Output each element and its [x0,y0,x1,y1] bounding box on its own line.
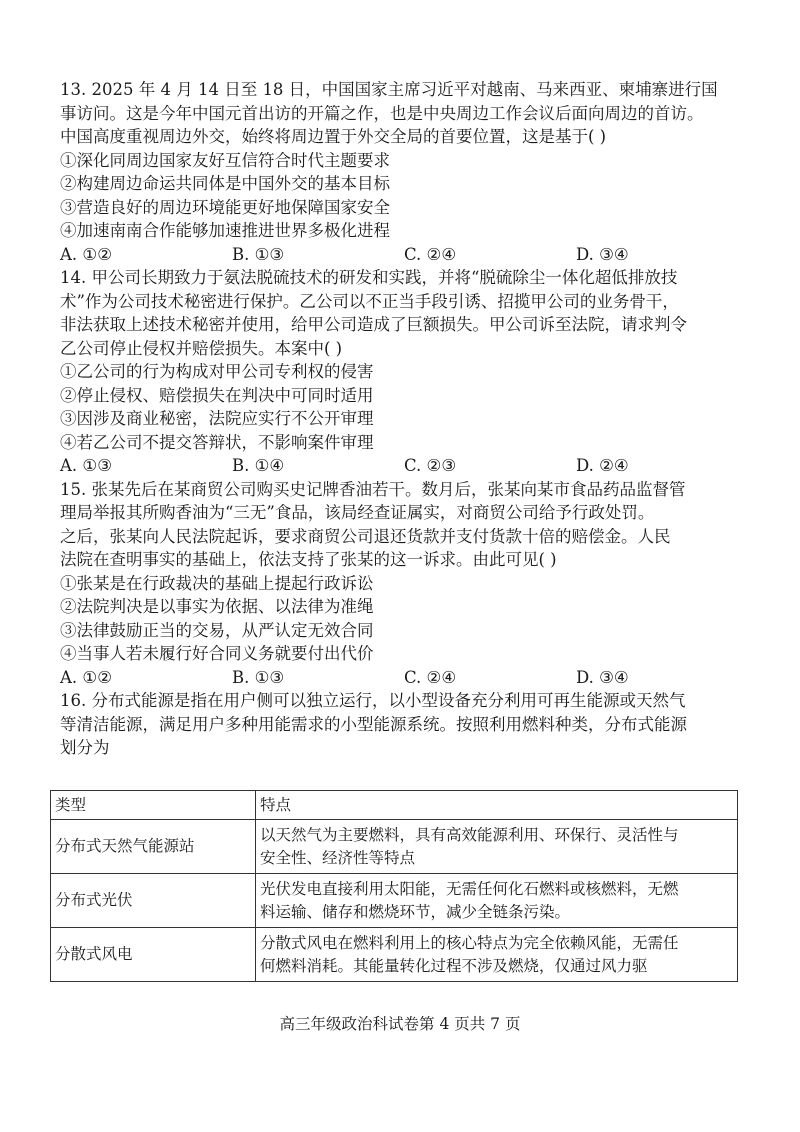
questions-area [60,78,750,760]
option-b: B. ①③ [232,667,285,687]
option-d: D. ③④ [576,667,629,687]
table-cell-feature [256,874,738,928]
statement-item: ③因涉及商业秘密，法院应实行不公开审理 [60,409,374,428]
question-stem-line: 非法获取上述技术秘密并使用，给甲公司造成了巨额损失。甲公司诉至法院，请求判令 [60,315,687,334]
table-header-cell: 特点 [256,791,738,820]
option-b: B. ①③ [232,244,285,264]
table-header-cell: 类型 [51,791,256,820]
statement-item: ③营造良好的周边环境能更好地保障国家安全 [60,197,390,217]
question-stem-line: 术”作为公司技术秘密进行保护。乙公司以不正当手段引诱、招揽甲公司的业务骨干， [60,291,679,311]
feature-line: 光伏发电直接利用太阳能，无需任何化石燃料或核燃料，无燃 [260,879,679,898]
question-15 [60,478,750,690]
answer-options [60,454,750,478]
table-row [51,928,738,982]
question-stem-line: 事访问。这是今年中国元首出访的开篇之作，也是中央周边工作会议后面向周边的首访。 [60,103,704,123]
question-13 [60,78,750,266]
question-stem-line: 乙公司停止侵权并赔偿损失。本案中( ) [60,338,343,358]
option-d: D. ②④ [576,456,629,475]
table-header-row [51,791,738,820]
statement-item: ②法院判决是以事实为依据、以法律为准绳 [60,597,374,616]
table-row [51,820,738,874]
answer-options [60,243,750,267]
answer-options [60,666,750,690]
feature-line: 料运输、储存和燃烧环节，减少全链条污染。 [260,902,571,921]
feature-line: 安全性、经济性等特点 [260,848,416,867]
table-cell-type: 分布式天然气能源站 [51,820,256,874]
option-d: D. ③④ [576,244,629,264]
question-stem-line: 划分为 [60,738,110,757]
question-stem-line: 等清洁能源，满足用户多种用能需求的小型能源系统。按照利用燃料种类，分布式能源 [60,714,687,734]
question-stem-line: 之后，张某向人民法院起诉，要求商贸公司退还货款并支付货款十倍的赔偿金。人民 [60,526,671,546]
statement-item: ②停止侵权、赔偿损失在判决中可同时适用 [60,385,374,405]
option-a: A. ①③ [60,456,112,475]
statement-item: ③法律鼓励正当的交易，从严认定无效合同 [60,620,374,640]
question-stem-line: 法院在查明事实的基础上，依法支持了张某的这一诉求。由此可见( ) [60,550,557,569]
table-cell-feature [256,928,738,982]
question-stem-line: 16. 分布式能源是指在用户侧可以独立运行，以小型设备充分利用可再生能源或天然气 [60,691,686,710]
option-c: C. ②④ [404,244,457,264]
option-c: C. ②③ [404,456,457,475]
question-stem-line: 15. 张某先后在某商贸公司购买史记牌香油若干。数月后，张某向某市食品药品监督管 [60,479,686,499]
question-stem-line: 理局举报其所购香油为“三无”食品，该局经查证属实，对商贸公司给予行政处罚。 [60,503,655,522]
table-cell-type: 分布式光伏 [51,874,256,928]
question-stem-line: 14. 甲公司长期致力于氨法脱硫技术的研发和实践，并将“脱硫除尘一体化超低排放技 [60,268,678,287]
page-footer: 高三年级政治科试卷第 4 页共 7 页 [279,1015,521,1033]
statement-item: ④加速南南合作能够加速推进世界多极化进程 [60,221,390,240]
question-stem-line: 13. 2025 年 4 月 14 日至 18 日，中国国家主席习近平对越南、马来西亚、柬埔寨进行国 [60,80,718,99]
option-c: C. ②④ [404,667,457,687]
table-cell-feature [256,820,738,874]
question-14 [60,266,750,478]
statement-item: ④若乙公司不提交答辩状，不影响案件审理 [60,432,374,452]
statement-item: ①深化同周边国家友好互信符合时代主题要求 [60,150,390,170]
option-a: A. ①② [60,667,112,687]
feature-line: 以天然气为主要燃料，具有高效能源利用、环保行、灵活性与 [260,825,679,844]
table-row [51,874,738,928]
option-a: A. ①② [60,244,112,264]
feature-line: 何燃料消耗。其能量转化过程不涉及燃烧，仅通过风力驱 [260,956,648,975]
statement-item: ①张某是在行政裁决的基础上提起行政诉讼 [60,573,374,593]
option-b: B. ①④ [232,456,285,475]
statement-item: ④当事人若未履行好合同义务就要付出代价 [60,644,374,663]
question-16 [60,689,750,760]
table-cell-type: 分散式风电 [51,928,256,982]
question-stem-line: 中国高度重视周边外交，始终将周边置于外交全局的首要位置，这是基于( ) [60,127,607,146]
feature-line: 分散式风电在燃料利用上的核心特点为完全依赖风能，无需任 [260,933,679,952]
energy-type-table [50,790,738,982]
statement-item: ①乙公司的行为构成对甲公司专利权的侵害 [60,362,374,381]
statement-item: ②构建周边命运共同体是中国外交的基本目标 [60,174,390,193]
